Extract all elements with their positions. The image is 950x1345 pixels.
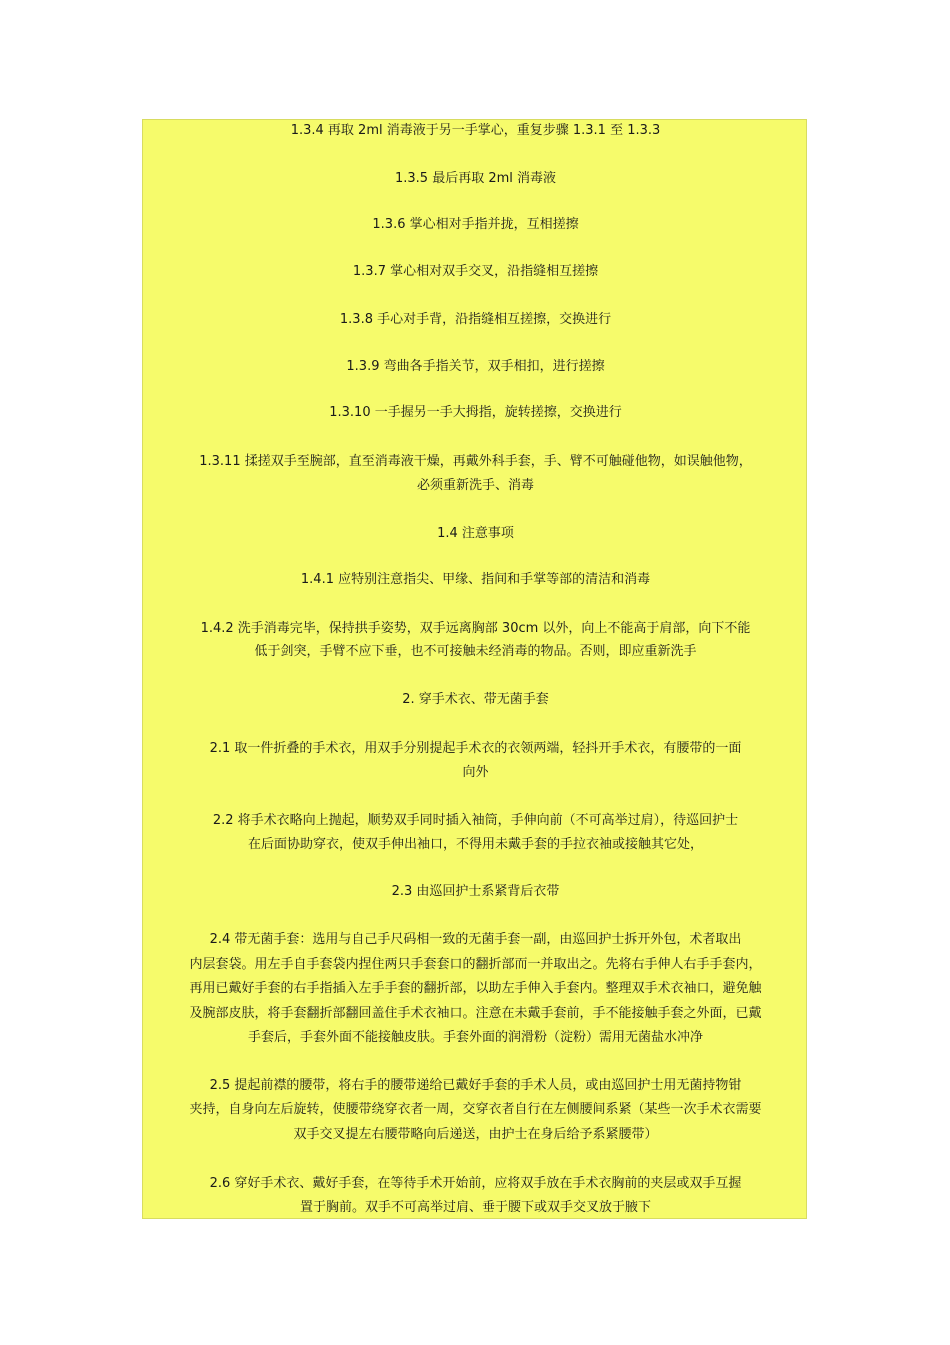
text-line: 1.3.7 掌心相对双手交叉，沿指缝相互搓擦 xyxy=(352,264,599,279)
text-line: 2.5 提起前襟的腰带，将右手的腰带递给已戴好手套的手术人员，或由巡回护士用无菌持物钳 xyxy=(209,1078,742,1093)
text-line: 置于胸前。双手不可高举过肩、垂于腰下或双手交叉放于腋下 xyxy=(299,1200,651,1215)
text-line: 夹持，自身向左后旋转，使腰带绕穿衣者一周，交穿衣者自行在左侧腰间系紧（某些一次手术衣需要 xyxy=(189,1102,762,1117)
text-line: 再用已戴好手套的右手指插入左手手套的翻折部，以助左手伸入手套内。整理双手术衣袖口，避免触 xyxy=(189,981,762,996)
text-line: 必须重新洗手、消毒 xyxy=(416,478,534,493)
text-line: 2.3 由巡回护士系紧背后衣带 xyxy=(391,884,560,899)
text-line: 1.3.4 再取 2ml 消毒液于另一手掌心，重复步骤 1.3.1 至 1.3.3 xyxy=(290,123,661,138)
text-line: 手套后，手套外面不能接触皮肤。手套外面的润滑粉（淀粉）需用无菌盐水冲净 xyxy=(247,1030,703,1045)
text-line: 向外 xyxy=(462,765,489,780)
text-line: 及腕部皮肤，将手套翻折部翻回盖住手术衣袖口。注意在未戴手套前，手不能接触手套之外面，已戴 xyxy=(189,1006,762,1021)
text-line: 在后面协助穿衣，使双手伸出袖口，不得用未戴手套的手拉衣袖或接触其它处， xyxy=(247,837,703,852)
section-heading: 1.4 注意事项 xyxy=(437,526,514,541)
text-line: 2.4 带无菌手套：选用与自己手尺码相一致的无菌手套一副，由巡回护士拆开外包，术者取出 xyxy=(209,932,742,947)
highlighted-text-block xyxy=(142,119,807,1219)
text-line: 低于剑突，手臂不应下垂，也不可接触未经消毒的物品。否则，即应重新洗手 xyxy=(254,644,697,659)
text-line: 1.4.2 洗手消毒完毕，保持拱手姿势，双手远离胸部 30cm 以外，向上不能高于肩部，向下不能 xyxy=(200,621,751,636)
text-line: 1.4.1 应特别注意指尖、甲缘、指间和手掌等部的清洁和消毒 xyxy=(300,572,651,587)
text-line: 双手交叉提左右腰带略向后递送，由护士在身后给予系紧腰带） xyxy=(293,1127,658,1142)
text-line: 1.3.6 掌心相对手指并拢，互相搓擦 xyxy=(372,217,579,232)
text-line: 1.3.8 手心对手背，沿指缝相互搓擦，交换进行 xyxy=(339,312,612,327)
text-line: 2.1 取一件折叠的手术衣，用双手分别提起手术衣的衣领两端，轻抖开手术衣，有腰带的一面 xyxy=(209,741,742,756)
text-line: 1.3.11 揉搓双手至腕部，直至消毒液干燥，再戴外科手套，手、臂不可触碰他物，如误触他物， xyxy=(199,454,752,469)
text-line: 2.6 穿好手术衣、戴好手套，在等待手术开始前，应将双手放在手术衣胸前的夹层或双手互握 xyxy=(209,1176,742,1191)
text-line: 内层套袋。用左手自手套袋内捏住两只手套套口的翻折部而一并取出之。先将右手伸人右手手套内， xyxy=(189,957,762,972)
text-line: 1.3.5 最后再取 2ml 消毒液 xyxy=(394,171,557,186)
text-line: 1.3.9 弯曲各手指关节，双手相扣，进行搓擦 xyxy=(346,359,605,374)
text-line: 1.3.10 一手握另一手大拇指，旋转搓擦，交换进行 xyxy=(329,405,622,420)
text-line: 2.2 将手术衣略向上抛起，顺势双手同时插入袖筒，手伸向前（不可高举过肩），待巡回护士 xyxy=(212,813,739,828)
section-heading: 2. 穿手术衣、带无菌手套 xyxy=(402,692,549,707)
